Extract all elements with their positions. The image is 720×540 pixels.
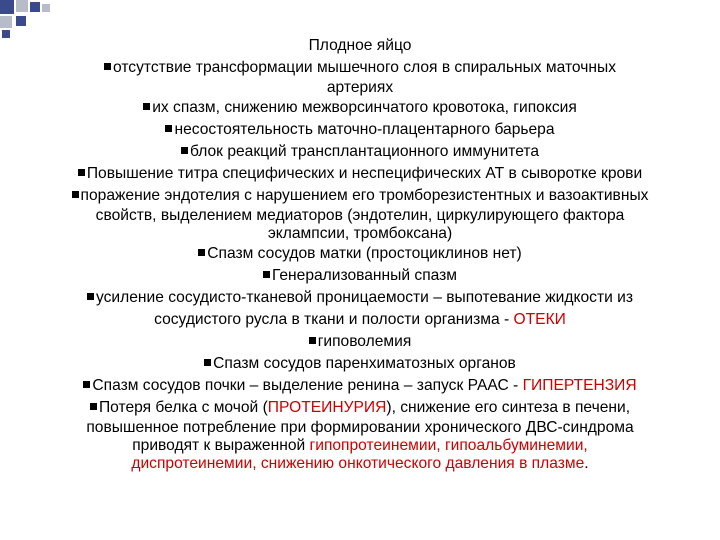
line-text: Повышение титра специфических и неспецифических АТ в сыворотке крови bbox=[86, 165, 643, 182]
square-bullet-icon bbox=[90, 403, 97, 410]
line-text: повышенное потребление при формировании хронического ДВС-синдрома bbox=[86, 419, 634, 436]
square-bullet-icon bbox=[181, 147, 188, 154]
line-text: их спазм, снижению межворсинчатого кровотока, гипоксия bbox=[152, 99, 577, 116]
text-line bbox=[0, 397, 720, 419]
deco-square bbox=[0, 0, 14, 14]
square-bullet-icon bbox=[204, 359, 211, 366]
line-text: Спазм сосудов паренхиматозных органов bbox=[213, 355, 516, 372]
line-text: Спазм сосудов матки (простоциклинов нет) bbox=[207, 245, 522, 262]
corner-decoration bbox=[0, 0, 60, 40]
text-line bbox=[0, 79, 720, 97]
line-text: ), снижение его синтеза в печени, bbox=[386, 399, 631, 416]
line-text: блок реакций трансплантационного иммунитета bbox=[190, 143, 539, 160]
square-bullet-icon bbox=[72, 191, 79, 198]
highlight-text: ГИПЕРТЕНЗИЯ bbox=[522, 377, 637, 394]
text-line bbox=[0, 455, 720, 473]
line-text: усиление сосудисто-тканевой проницаемости – выпотевание жидкости из bbox=[95, 289, 633, 306]
square-bullet-icon bbox=[309, 337, 316, 344]
line-text: артериях bbox=[326, 79, 394, 96]
slide-title: Плодное яйцо bbox=[308, 37, 412, 54]
text-line bbox=[0, 225, 720, 243]
text-line bbox=[0, 331, 720, 353]
deco-square bbox=[42, 4, 50, 12]
line-text: . bbox=[584, 455, 589, 472]
text-line bbox=[0, 243, 720, 265]
text-line bbox=[0, 309, 720, 331]
line-text: несостоятельность маточно-плацентарного барьера bbox=[174, 121, 555, 138]
text-line bbox=[0, 57, 720, 79]
text-line bbox=[0, 207, 720, 225]
text-line bbox=[0, 437, 720, 455]
highlight-text: гипопротеинемии, гипоальбуминемии, bbox=[309, 437, 588, 454]
text-line bbox=[0, 265, 720, 287]
highlight-text: ОТЕКИ bbox=[513, 311, 566, 328]
square-bullet-icon bbox=[104, 63, 111, 70]
line-text: поражение эндотелия с нарушением его тромборезистентных и вазоактивных bbox=[80, 187, 649, 204]
text-line bbox=[0, 375, 720, 397]
line-text: эклампсии, тромбоксана) bbox=[267, 225, 453, 242]
text-line bbox=[0, 119, 720, 141]
deco-square bbox=[30, 2, 40, 12]
line-text: гиповолемия bbox=[317, 333, 412, 350]
text-line bbox=[0, 97, 720, 119]
line-text: сосудистого русла в ткани и полости организма - bbox=[154, 311, 514, 328]
deco-square bbox=[16, 0, 28, 12]
square-bullet-icon bbox=[87, 293, 94, 300]
text-line bbox=[0, 287, 720, 309]
line-text: Потеря белка с мочой ( bbox=[98, 399, 268, 416]
highlight-text: диспротеинемии, снижению онкотического давления в плазме bbox=[131, 455, 585, 472]
square-bullet-icon bbox=[165, 125, 172, 132]
square-bullet-icon bbox=[143, 103, 150, 110]
square-bullet-icon bbox=[83, 381, 90, 388]
deco-square bbox=[0, 16, 12, 28]
line-text: Спазм сосудов почки – выделение ренина – запуск РААС - bbox=[92, 377, 523, 394]
slide-content bbox=[0, 35, 720, 473]
text-line bbox=[0, 163, 720, 185]
deco-square bbox=[16, 16, 26, 26]
highlight-text: ПРОТЕИНУРИЯ bbox=[267, 399, 387, 416]
slide-lines bbox=[0, 57, 720, 473]
square-bullet-icon bbox=[263, 271, 270, 278]
text-line bbox=[0, 185, 720, 207]
line-text: свойств, выделением медиаторов (эндотелин, циркулирующего фактора bbox=[95, 207, 625, 224]
line-text: приводят к выраженной bbox=[132, 437, 310, 454]
text-line bbox=[0, 419, 720, 437]
line-text: отсутствие трансформации мышечного слоя в спиральных маточных bbox=[113, 59, 616, 76]
text-line bbox=[0, 353, 720, 375]
square-bullet-icon bbox=[198, 249, 205, 256]
square-bullet-icon bbox=[78, 169, 85, 176]
line-text: Генерализованный спазм bbox=[271, 267, 458, 284]
text-line bbox=[0, 141, 720, 163]
